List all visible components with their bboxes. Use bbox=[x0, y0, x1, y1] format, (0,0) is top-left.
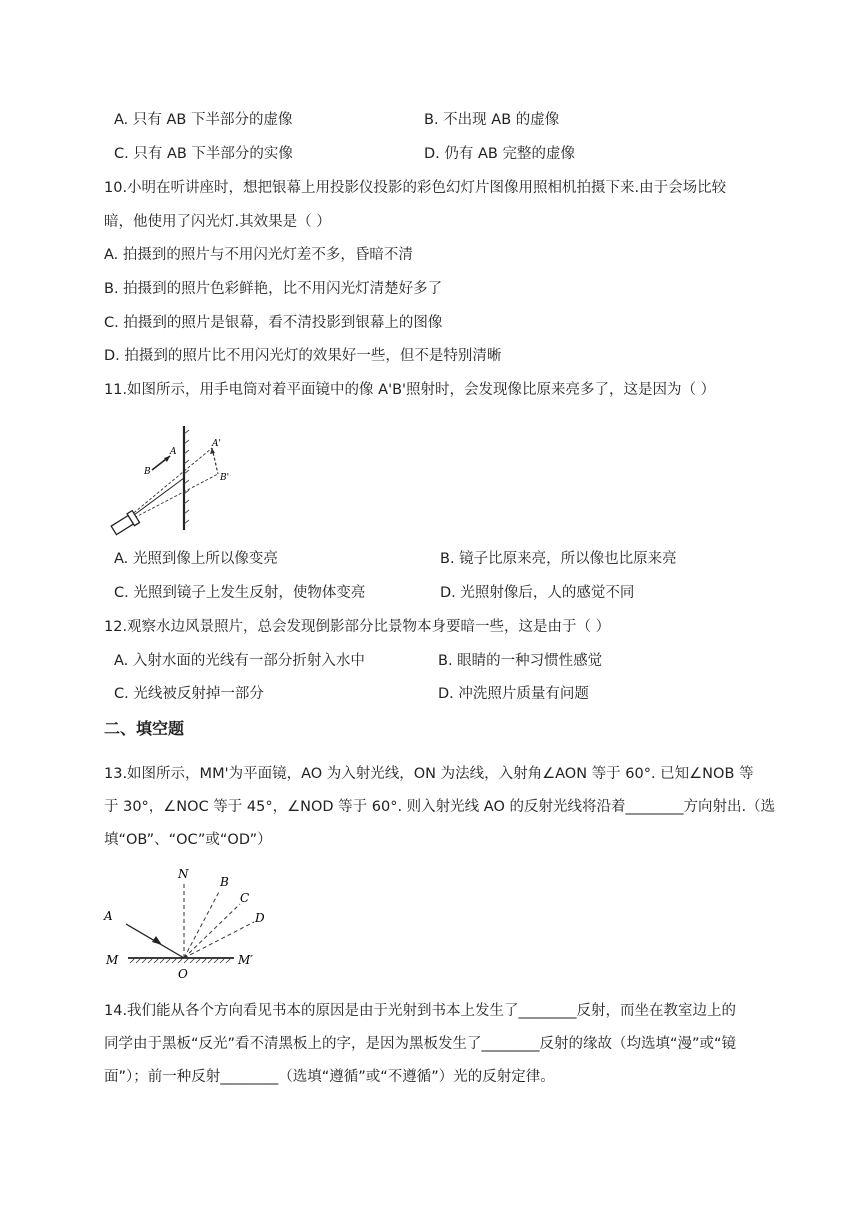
fig13-label-b: B bbox=[220, 875, 229, 889]
q9-option-b: B. 不出现 AB 的虚像 bbox=[424, 112, 560, 128]
q10-option-b: B. 拍摄到的照片色彩鲜艳，比不用闪光灯清楚好多了 bbox=[104, 281, 443, 297]
q11-stem: 11.如图所示，用手电筒对着平面镜中的像 A'B'照射时，会发现像比原来亮多了，这是因为（ ） bbox=[104, 382, 716, 398]
q10-option-d: D. 拍摄到的照片比不用闪光灯的效果好一些，但不是特别清晰 bbox=[104, 348, 502, 364]
q10-option-a: A. 拍摄到的照片与不用闪光灯差不多，昏暗不清 bbox=[104, 247, 413, 263]
q13-line2: 于 30°，∠NOC 等于 45°，∠NOD 等于 60°. 则入射光线 AO 的反射光线将沿着________方向射出.（选 bbox=[104, 799, 776, 815]
fig13-label-d: D bbox=[255, 911, 265, 925]
fig13-label-c: C bbox=[240, 891, 250, 905]
q9-option-d: D. 仍有 AB 完整的虚像 bbox=[424, 146, 575, 162]
fig11-label-a: A bbox=[170, 447, 177, 457]
fig11-label-b: B bbox=[144, 467, 151, 477]
q10-option-c: C. 拍摄到的照片是银幕，看不清投影到银幕上的图像 bbox=[104, 315, 443, 331]
q11-option-d: D. 光照射像后，人的感觉不同 bbox=[440, 585, 635, 601]
q14-line2: 同学由于黑板“反光”看不清黑板上的字，是因为黑板发生了________反射的缘故（均选填“漫”或“镜 bbox=[104, 1036, 737, 1052]
fig13-label-m: M bbox=[106, 953, 119, 967]
fig13-label-o: O bbox=[178, 967, 188, 981]
q13-reflection-figure bbox=[100, 862, 280, 984]
q12-option-c: C. 光线被反射掉一部分 bbox=[114, 686, 264, 702]
flashlight-icon bbox=[110, 511, 139, 536]
fig11-label-a-prime: A' bbox=[212, 439, 221, 449]
q11-option-a: A. 光照到像上所以像变亮 bbox=[114, 551, 278, 567]
q10-stem-line2: 暗，他使用了闪光灯.其效果是（ ） bbox=[104, 214, 331, 230]
q14-line1: 14.我们能从各个方向看见书本的原因是由于光射到书本上发生了________反射，而坐在教室边上的 bbox=[104, 1003, 737, 1019]
q9-option-a: A. 只有 AB 下半部分的虚像 bbox=[114, 112, 293, 128]
section-title: 二、填空题 bbox=[104, 719, 185, 738]
fig13-label-m-prime: M′ bbox=[238, 953, 254, 967]
fig11-label-b-prime: B' bbox=[220, 473, 230, 483]
fig13-label-a: A bbox=[104, 909, 113, 923]
q9-option-c: C. 只有 AB 下半部分的实像 bbox=[114, 146, 293, 162]
q14-line3: 面”）；前一种反射________（选填“遵循”或“不遵循”）光的反射定律。 bbox=[104, 1069, 555, 1085]
q11-option-b: B. 镜子比原来亮，所以像也比原来亮 bbox=[440, 551, 677, 567]
q11-option-c: C. 光照到镜子上发生反射，使物体变亮 bbox=[114, 585, 366, 601]
q12-option-b: B. 眼睛的一种习惯性感觉 bbox=[438, 653, 603, 669]
q13-line3: 填“OB”、“OC”或“OD”） bbox=[104, 832, 272, 848]
q13-line1: 13.如图所示，MM'为平面镜，AO 为入射光线，ON 为法线，入射角∠AON 等于 60°. 已知∠NOB 等 bbox=[104, 766, 754, 782]
q12-option-d: D. 冲洗照片质量有问题 bbox=[438, 686, 589, 702]
q10-stem-line1: 10.小明在听讲座时，想把银幕上用投影仪投影的彩色幻灯片图像用照相机拍摄下来.由于会场比较 bbox=[104, 180, 727, 196]
fig13-label-n: N bbox=[178, 867, 189, 881]
q12-option-a: A. 入射水面的光线有一部分折射入水中 bbox=[114, 653, 365, 669]
q12-stem: 12.观察水边风景照片，总会发现倒影部分比景物本身要暗一些，这是由于（ ） bbox=[104, 619, 611, 635]
q11-mirror-figure bbox=[108, 420, 248, 536]
